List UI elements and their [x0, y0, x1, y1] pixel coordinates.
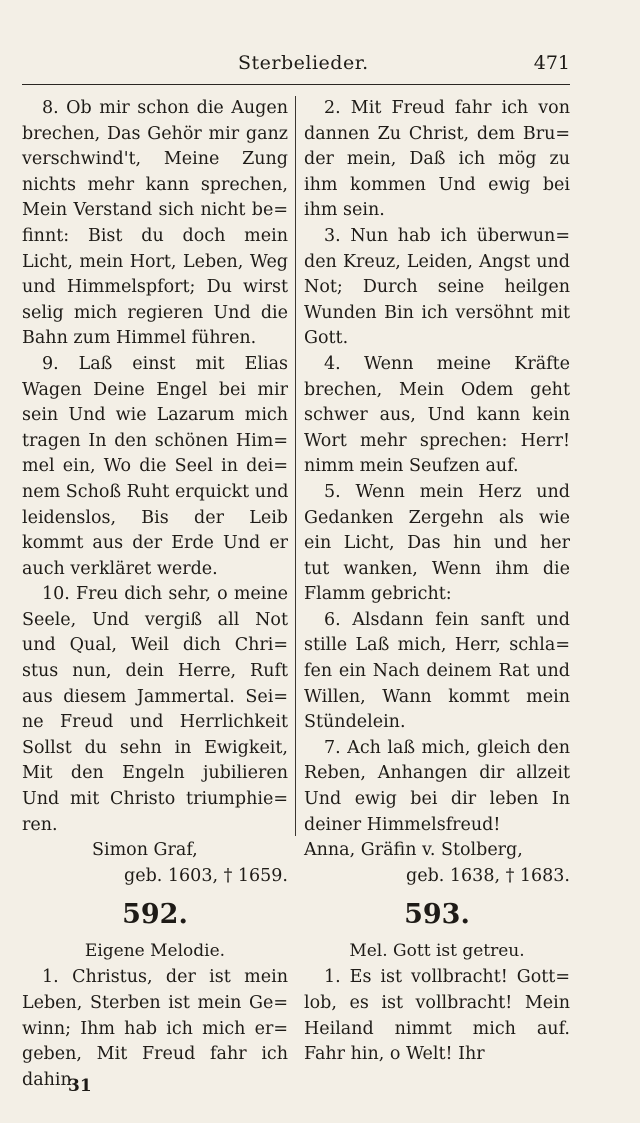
text-line: Sollst du sehn in Ewigkeit, — [22, 737, 288, 758]
text-line: Wunden Bin ich versöhnt mit — [304, 302, 570, 323]
left-hymn-text — [22, 96, 288, 838]
text-line: leidenslos, Bis der Leib — [22, 507, 288, 528]
text-line: nimm mein Seufzen auf. — [304, 456, 519, 477]
text-line: und Himmelspfort; Du wirst — [22, 277, 288, 298]
text-line: nem Schoß Ruht erquickt und — [22, 481, 289, 502]
text-line: sein Und wie Lazarum mich — [22, 405, 288, 426]
text-line: dahin. — [22, 1069, 78, 1090]
text-line: tragen In den schönen Him= — [22, 430, 288, 451]
author-name: Simon Graf, — [92, 840, 198, 861]
melody-line: Eigene Melodie. — [84, 941, 226, 962]
text-line: 1. Christus, der ist mein — [42, 967, 288, 988]
text-line: Not; Durch seine heilgen — [304, 277, 570, 298]
hymn-number: 592. — [122, 899, 188, 931]
text-line: Gedanken Zergehn als wie — [304, 507, 570, 528]
text-line: 3. Nun hab ich überwun= — [324, 225, 570, 246]
running-title: Sterbelieder. — [238, 52, 369, 74]
text-line: 8. Ob mir schon die Augen — [42, 98, 288, 118]
text-line: dannen Zu Christ, dem Bru= — [304, 123, 570, 144]
text-line: Wagen Deine Engel bei mir — [22, 379, 288, 400]
hymn-number: 593. — [404, 899, 470, 931]
text-line: 4. Wenn meine Kräfte — [324, 353, 570, 374]
text-line: ein Licht, Das hin und her — [304, 533, 570, 554]
text-line: Flamm gebricht: — [304, 584, 452, 605]
text-line: auch verkläret werde. — [22, 558, 218, 579]
text-line: 7. Ach laß mich, gleich den — [324, 737, 570, 758]
right-column — [304, 96, 570, 1068]
text-line: Seele, Und vergiß all Not — [22, 609, 288, 630]
text-line: ne Freud und Herrlichkeit — [22, 712, 288, 733]
author-dates: geb. 1638, † 1683. — [406, 865, 570, 886]
text-line: Und ewig bei dir leben In — [304, 789, 570, 810]
text-line: Gott. — [304, 328, 349, 349]
text-line: 6. Alsdann fein sanft und — [324, 609, 570, 630]
text-line: Bahn zum Himmel führen. — [22, 328, 257, 349]
left-column — [22, 96, 288, 1093]
left-hymn-text-2 — [22, 965, 288, 1093]
text-line: Mit den Engeln jubilieren — [22, 763, 288, 784]
text-line: winn; Ihm hab ich mich er= — [22, 1018, 288, 1039]
text-line: 9. Laß einst mit Elias — [42, 353, 288, 374]
right-hymn-text — [304, 96, 570, 838]
text-line: brechen, Mein Odem geht — [304, 379, 570, 400]
text-line: brechen, Das Gehör mir ganz — [22, 123, 288, 144]
text-line: geben, Mit Freud fahr ich — [22, 1044, 288, 1065]
text-line: verschwind't, Meine Zung — [22, 149, 288, 170]
text-line: aus diesem Jammertal. Sei= — [22, 686, 288, 707]
text-line: Willen, Wann kommt mein — [304, 686, 570, 707]
text-line: kommt aus der Erde Und er — [22, 533, 288, 554]
text-line: Reben, Anhangen dir allzeit — [304, 763, 570, 784]
text-line: Mein Verstand sich nicht be= — [22, 200, 288, 221]
text-line: schwer aus, Und kann kein — [304, 405, 570, 426]
text-line: finnt: Bist du doch mein — [22, 225, 288, 246]
text-line: Licht, mein Hort, Leben, Weg — [22, 251, 288, 272]
author-dates: geb. 1603, † 1659. — [124, 865, 288, 886]
text-line: und Qual, Weil dich Chri= — [22, 635, 288, 656]
text-line: Und mit Christo triumphie= — [22, 789, 288, 810]
text-line: selig mich regieren Und die — [22, 302, 288, 323]
text-line: Leben, Sterben ist mein Ge= — [22, 993, 288, 1013]
signature-mark: 31 — [68, 1076, 92, 1096]
author-name: Anna, Gräfin v. Stolberg, — [304, 840, 523, 861]
text-line: 10. Freu dich sehr, o meine — [42, 584, 288, 605]
text-line: Stündelein. — [304, 712, 406, 733]
text-line: Fahr hin, o Welt! Ihr — [304, 1044, 485, 1065]
text-line: ihm kommen Und ewig bei — [304, 174, 570, 195]
text-line: Heiland nimmt mich auf. — [304, 1018, 570, 1039]
text-line: 5. Wenn mein Herz und — [324, 481, 570, 502]
text-line: 2. Mit Freud fahr ich von — [324, 98, 570, 118]
text-line: deiner Himmelsfreud! — [304, 814, 501, 835]
text-line: fen ein Nach deinem Rat und — [304, 661, 570, 682]
right-hymn-text-2 — [304, 965, 570, 1067]
text-line: den Kreuz, Leiden, Angst und — [304, 251, 570, 272]
text-line: stille Laß mich, Herr, schla= — [304, 635, 570, 656]
page-header — [22, 44, 570, 85]
text-line: tut wanken, Wenn ihm die — [304, 558, 570, 579]
text-line: mel ein, Wo die Seel in dei= — [22, 456, 288, 477]
text-line: lob, es ist vollbracht! Mein — [304, 993, 570, 1013]
text-line: Wort mehr sprechen: Herr! — [304, 430, 570, 451]
text-line: der mein, Daß ich mög zu — [304, 149, 570, 170]
text-line: nichts mehr kann sprechen, — [22, 174, 288, 195]
text-line: 1. Es ist vollbracht! Gott= — [324, 967, 570, 988]
page-number: 471 — [533, 52, 570, 74]
column-divider — [295, 96, 296, 836]
text-line: ren. — [22, 814, 58, 835]
text-line: ihm sein. — [304, 200, 385, 221]
text-line: stus nun, dein Herre, Ruft — [22, 661, 288, 682]
melody-line: Mel. Gott ist getreu. — [349, 941, 525, 962]
